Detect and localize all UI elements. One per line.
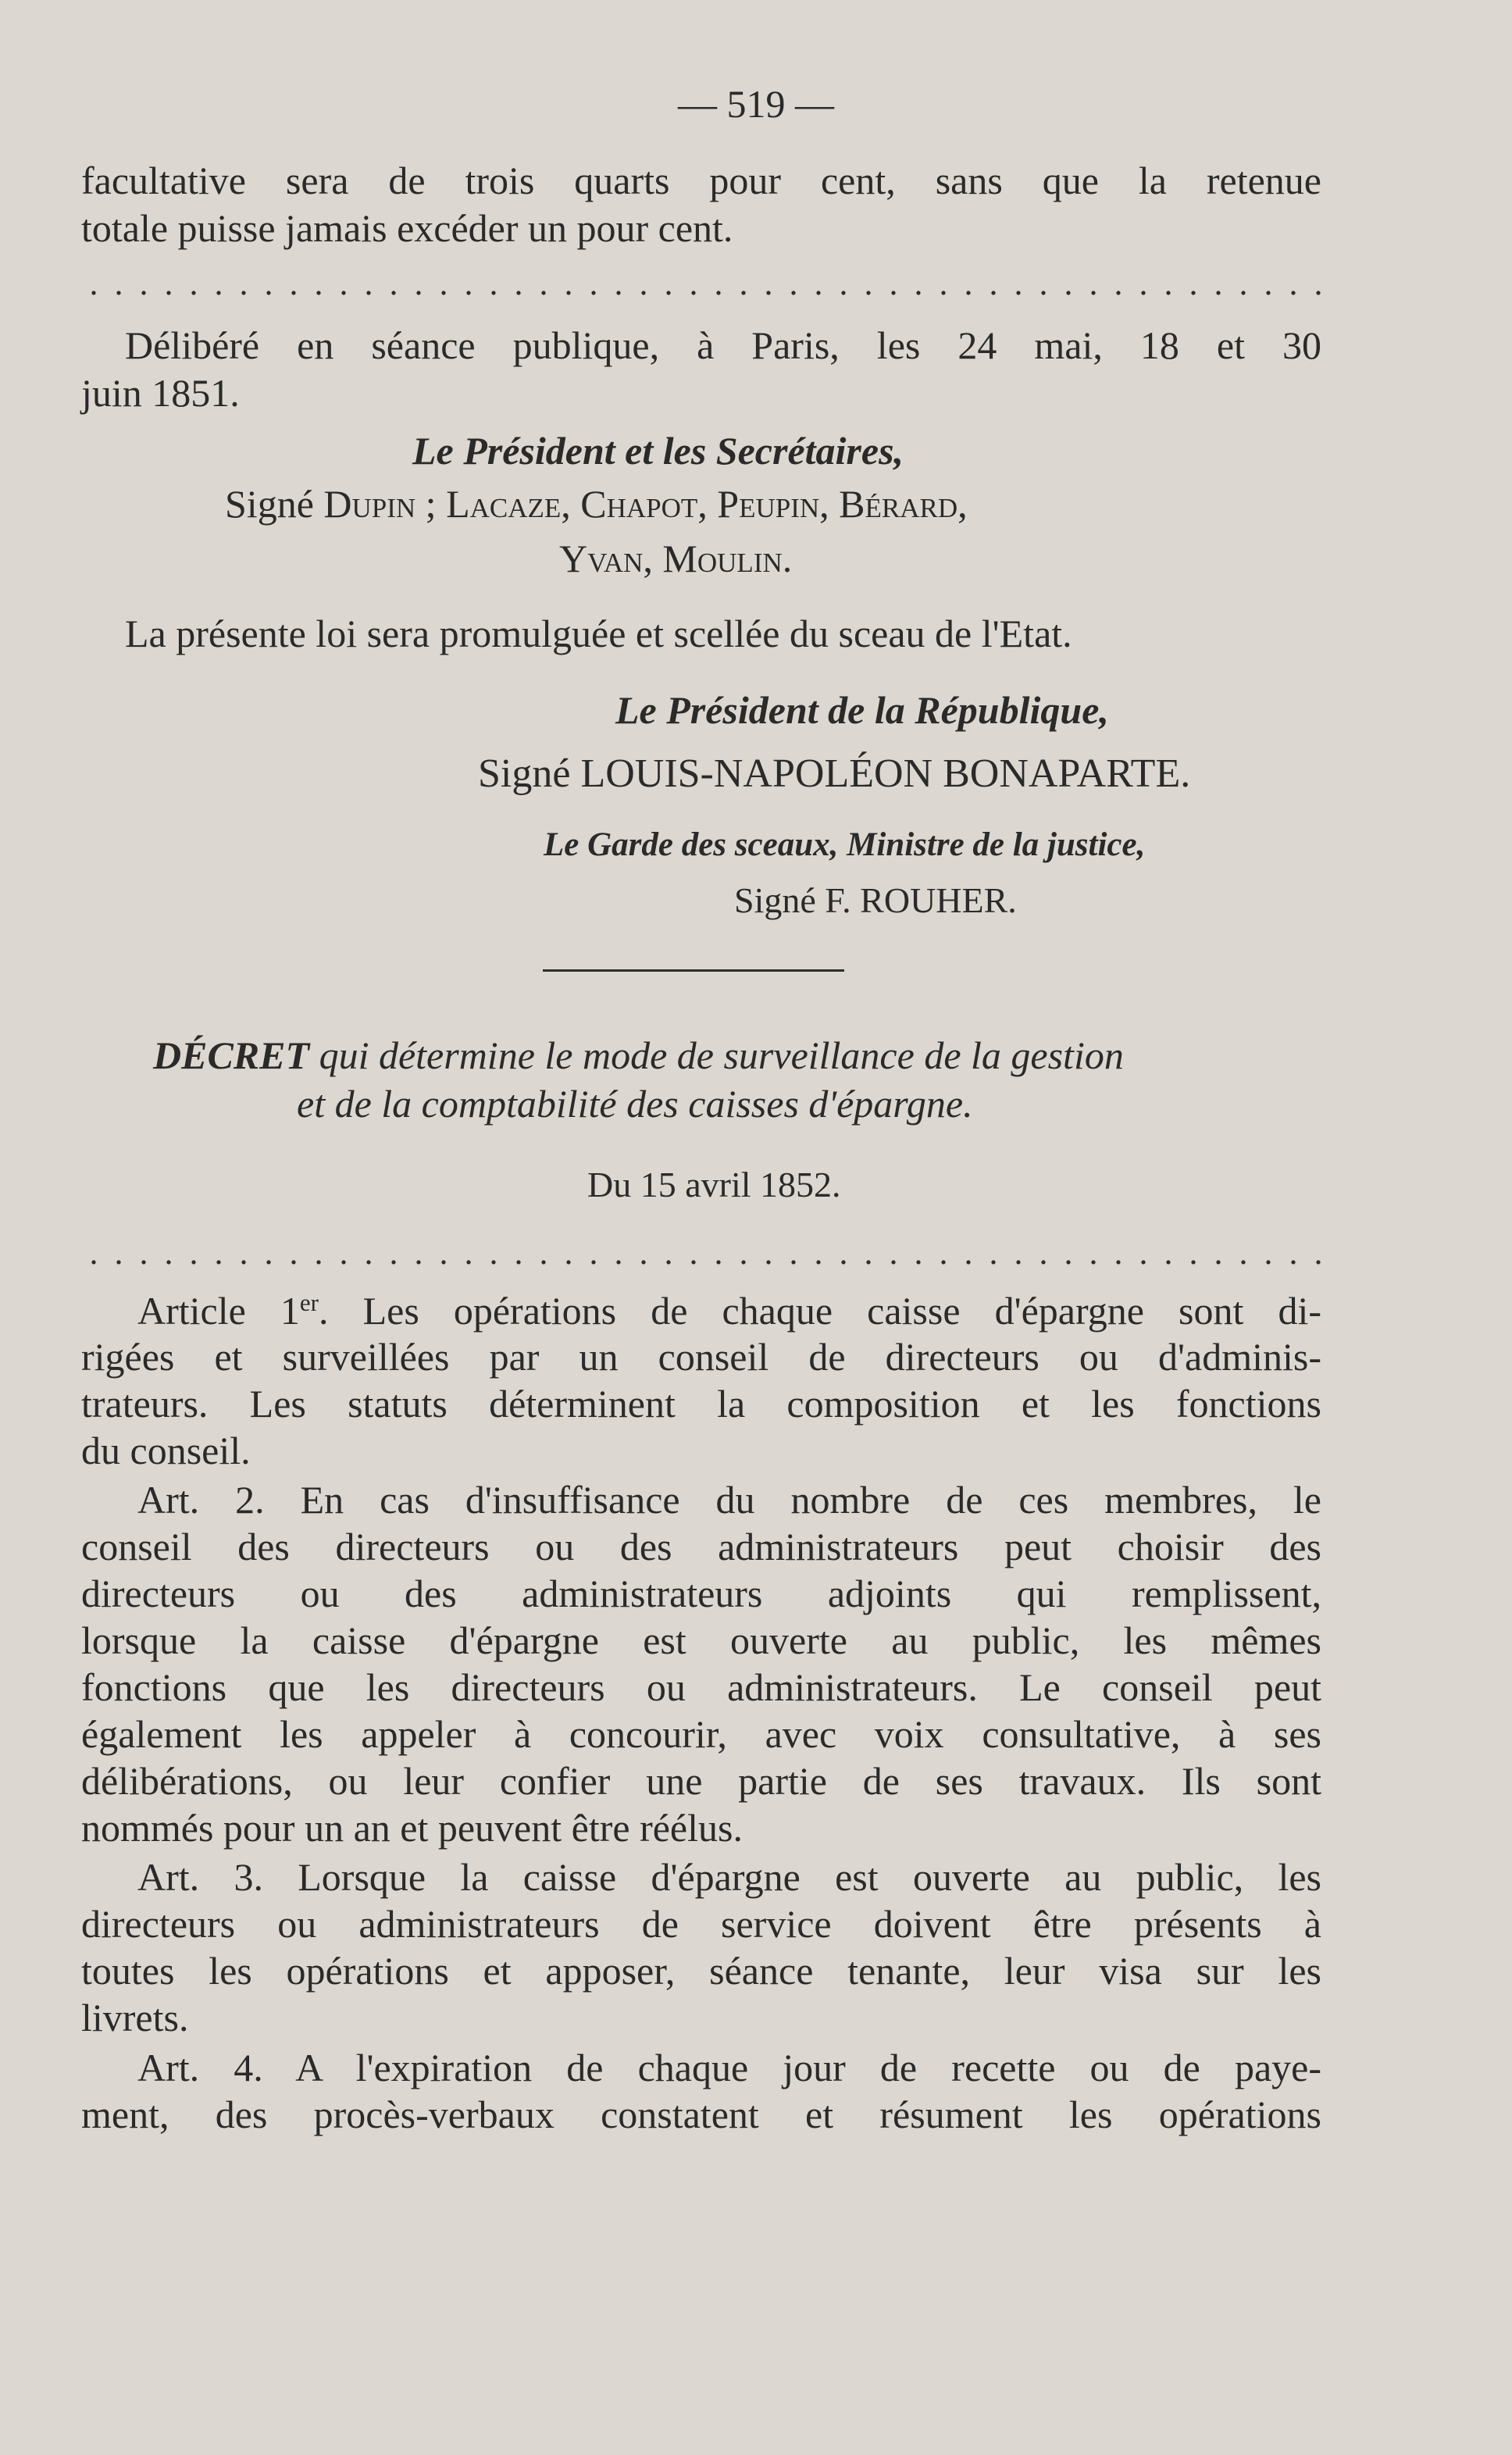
- signature-heading: Le Président de la République,: [615, 688, 1109, 732]
- text-line: juin 1851.: [81, 371, 240, 415]
- decree-title: DÉCRET qui détermine le mode de surveillance de la gestion: [153, 1033, 1124, 1077]
- article-line: du conseil.: [81, 1429, 251, 1472]
- article-line: Article 1er. Les opérations de chaque caisse d'épargne sont di-: [137, 1289, 1321, 1333]
- article-line: également les appeler à concourir, avec voix consultative, à ses: [81, 1712, 1321, 1756]
- article-line: fonctions que les directeurs ou administrateurs. Le conseil peut: [81, 1665, 1321, 1709]
- article-line: conseil des directeurs ou des administrateurs peut choisir des: [81, 1525, 1321, 1568]
- signature-heading: Le Garde des sceaux, Ministre de la justice,: [544, 826, 1146, 863]
- decree-date: Du 15 avril 1852.: [587, 1165, 841, 1204]
- promulgation-text: La présente loi sera promulguée et scellée du sceau de l'Etat.: [125, 612, 1072, 655]
- article-line: lorsque la caisse d'épargne est ouverte au public, les mêmes: [81, 1618, 1321, 1662]
- article-line: trateurs. Les statuts déterminent la composition et les fonctions: [81, 1382, 1321, 1426]
- article-line: Art. 2. En cas d'insuffisance du nombre de ces membres, le: [137, 1478, 1321, 1522]
- article-line: nommés pour un an et peuvent être réélus.: [81, 1806, 743, 1850]
- signature-heading: Le Président et les Secrétaires,: [412, 429, 904, 473]
- page-number: — 519 —: [678, 82, 834, 126]
- ellipsis-divider: [81, 291, 1321, 295]
- signature-name: Signé F. ROUHER.: [734, 880, 1017, 920]
- article-line: ment, des procès-verbaux constatent et résument les opérations: [81, 2093, 1321, 2136]
- signature-name: Signé LOUIS-NAPOLÉON BONAPARTE.: [478, 751, 1191, 796]
- text-line: totale puisse jamais excéder un pour cent.: [81, 206, 733, 250]
- article-line: délibérations, ou leur confier une partie de ses travaux. Ils sont: [81, 1759, 1321, 1803]
- section-rule: [543, 969, 844, 972]
- article-line: Art. 4. A l'expiration de chaque jour de recette ou de paye-: [137, 2046, 1321, 2089]
- article-line: toutes les opérations et apposer, séance tenante, leur visa sur les: [81, 1949, 1321, 1993]
- article-line: directeurs ou administrateurs de service doivent être présents à: [81, 1902, 1321, 1946]
- text-line: Délibéré en séance publique, à Paris, les 24 mai, 18 et 30: [125, 323, 1321, 367]
- decree-title: et de la comptabilité des caisses d'épargne.: [297, 1082, 973, 1126]
- text-line: facultative sera de trois quarts pour cent, sans que la retenue: [81, 159, 1321, 202]
- signature-names: Yvan, Moulin.: [559, 537, 793, 580]
- ellipsis-divider: [81, 1260, 1321, 1265]
- article-line: livrets.: [81, 1996, 189, 2039]
- article-line: directeurs ou des administrateurs adjoints qui remplissent,: [81, 1572, 1321, 1615]
- signature-names: Signé Dupin ; Lacaze, Chapot, Peupin, Bérard,: [225, 482, 968, 526]
- article-line: Art. 3. Lorsque la caisse d'épargne est ouverte au public, les: [137, 1855, 1321, 1899]
- article-line: rigées et surveillées par un conseil de directeurs ou d'adminis-: [81, 1335, 1321, 1379]
